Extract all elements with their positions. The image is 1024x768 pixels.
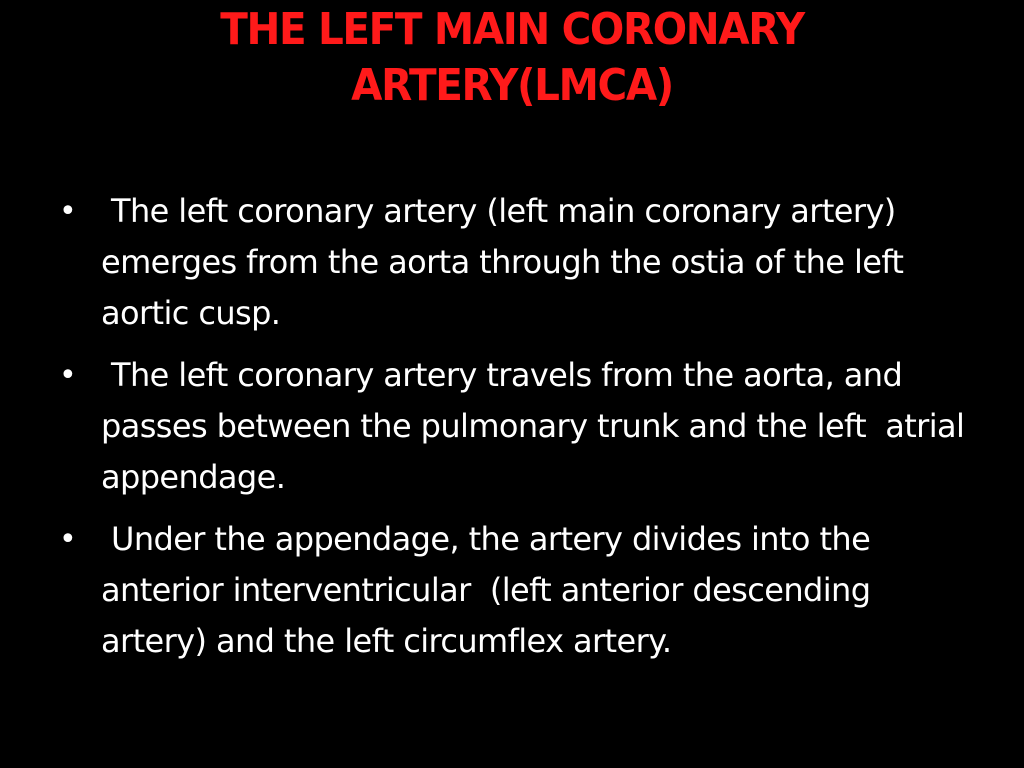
bullet-item (55, 514, 985, 667)
bullet-text: The left coronary artery (left main coronary artery) emerges from the aorta through the ostia of the left aortic cusp. (101, 192, 913, 332)
slide-title-line-1: THE LEFT MAIN CORONARY (220, 4, 804, 55)
bullet-icon: • (59, 522, 77, 557)
bullet-item (55, 186, 985, 339)
bullet-text: Under the appendage, the artery divides into the anterior interventricular (left anterior descending artery) and the left circumflex artery. (101, 520, 880, 660)
bullet-item (55, 350, 985, 503)
bullet-icon: • (59, 194, 77, 229)
bullet-list (55, 186, 985, 678)
bullet-icon: • (59, 358, 77, 393)
bullet-text: The left coronary artery travels from the aorta, and passes between the pulmonary trunk and the left atrial appendage. (101, 356, 984, 496)
slide-title-line-2: ARTERY(LMCA) (351, 60, 673, 111)
slide-title (96, 2, 928, 114)
